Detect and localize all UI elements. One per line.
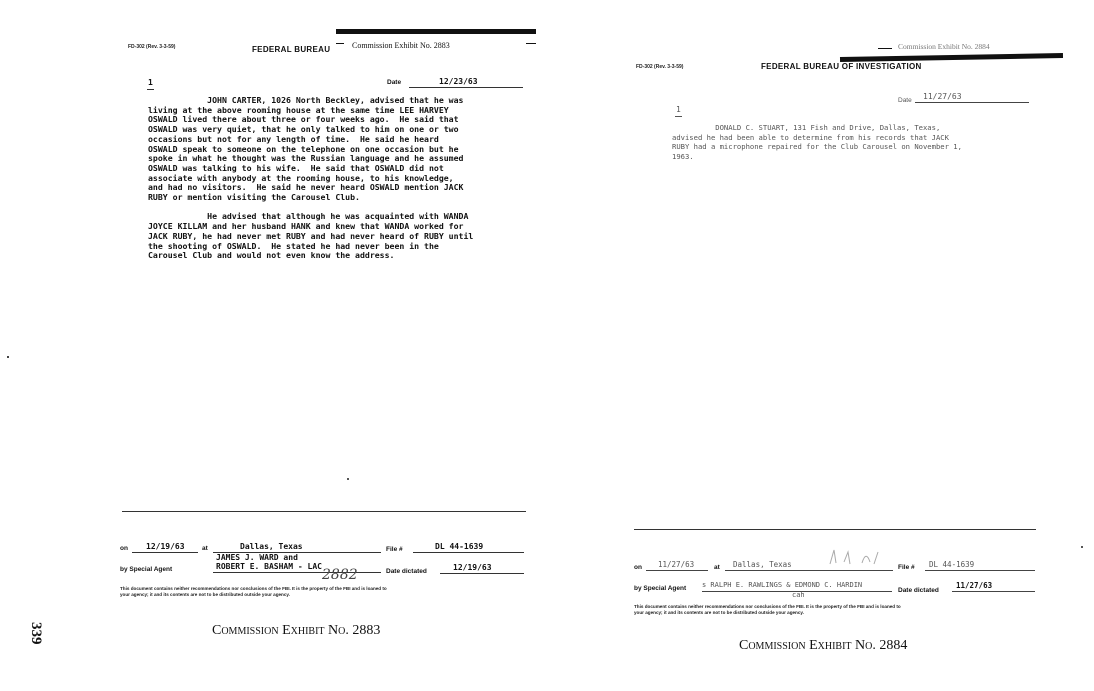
right-disclaimer-line2: your agency; it and its contents are not to be distributed outside your agency. bbox=[634, 610, 804, 615]
left-agents-line2: ROBERT E. BASHAM - LAC bbox=[216, 562, 322, 571]
left-disclaimer-line1: This document contains neither recommendations nor conclusions of the FBI. It is the property of the FBI and is loaned to bbox=[120, 586, 387, 591]
left-file-label: File # bbox=[386, 546, 403, 553]
right-body-line: 1963. bbox=[672, 151, 694, 161]
left-body-line: and had no visitors. He said he never heard OSWALD mention JACK bbox=[148, 182, 464, 193]
right-divider-line bbox=[634, 529, 1036, 530]
right-date-value: 11/27/63 bbox=[923, 92, 962, 101]
left-dictated-field bbox=[440, 563, 524, 574]
left-on-value: 12/19/63 bbox=[146, 542, 185, 551]
left-at-value: Dallas, Texas bbox=[240, 542, 303, 551]
left-form-number: FD-302 (Rev. 3-3-59) bbox=[128, 44, 176, 50]
left-agents-line1: JAMES J. WARD and bbox=[216, 553, 298, 562]
left-page-number: 1 bbox=[148, 78, 153, 87]
right-by-label: by Special Agent bbox=[634, 585, 687, 592]
left-page-underline bbox=[147, 89, 154, 90]
right-body-line: DONALD C. STUART, 131 Fish and Drive, Dallas, Texas, bbox=[672, 123, 941, 132]
right-file-label: File # bbox=[898, 564, 915, 571]
left-body-line: living at the above rooming house at the same time LEE HARVEY bbox=[148, 104, 449, 115]
left-body-line: JOYCE KILLAM and her husband HANK and knew that WANDA worked for bbox=[148, 221, 464, 232]
left-dictated-label: Date dictated bbox=[386, 568, 427, 575]
right-agents-line2: cah bbox=[792, 591, 805, 599]
left-body-line: RUBY or mention visiting the Carousel Club. bbox=[148, 192, 360, 203]
right-page-underline bbox=[675, 116, 682, 117]
right-disclaimer-line1: This document contains neither recommendations nor conclusions of the FBI. It is the property of the FBI and is loaned to bbox=[634, 604, 901, 609]
right-agency-header: FEDERAL BUREAU OF INVESTIGATION bbox=[761, 62, 922, 71]
right-dictated-field bbox=[952, 581, 1035, 592]
left-date-value: 12/23/63 bbox=[439, 77, 478, 86]
left-body-line: OSWALD was talking to his wife. He said that OSWALD did not bbox=[148, 162, 444, 173]
left-exhibit-dash-right bbox=[526, 43, 536, 44]
left-file-field bbox=[413, 542, 524, 553]
left-at-label: at bbox=[202, 545, 208, 552]
right-page-number: 1 bbox=[676, 105, 681, 114]
left-body-line: OSWALD was very quiet, that he only talked to him on one or two bbox=[148, 124, 459, 135]
right-body-line: RUBY had a microphone repaired for the Club Carousel on November 1, bbox=[672, 142, 962, 152]
right-at-label: at bbox=[714, 564, 720, 571]
left-agency-header: FEDERAL BUREAU bbox=[252, 45, 331, 54]
right-at-value: Dallas, Texas bbox=[733, 560, 792, 569]
margin-speck bbox=[7, 356, 9, 358]
left-date-label: Date bbox=[387, 79, 402, 86]
left-at-field bbox=[213, 542, 381, 553]
left-handwritten-mark: 2882 bbox=[322, 567, 358, 583]
right-date-field bbox=[915, 92, 1029, 103]
left-disclaimer-line2: your agency; it and its contents are not to be distributed outside your agency. bbox=[120, 592, 290, 597]
left-exhibit-dash bbox=[336, 43, 344, 44]
left-body-line: the shooting of OSWALD. He stated he had never been in the bbox=[148, 240, 439, 251]
left-dictated-value: 12/19/63 bbox=[453, 563, 492, 572]
right-form-number: FD-302 (Rev. 3-3-59) bbox=[636, 64, 684, 70]
left-speck bbox=[347, 478, 349, 480]
left-on-label: on bbox=[120, 545, 128, 552]
left-body-line: He advised that although he was acquainted with WANDA bbox=[148, 211, 469, 222]
right-file-field bbox=[925, 560, 1035, 571]
left-exhibit-label: Commission Exhibit No. 2883 bbox=[352, 41, 450, 50]
left-body-line: occasions but not for any length of time. He said he heard bbox=[148, 133, 439, 144]
right-body-line: advised he had been able to determine from his records that JACK bbox=[672, 132, 949, 142]
right-dictated-label: Date dictated bbox=[898, 587, 939, 594]
left-exhibit-caption: Commission Exhibit No. 2883 bbox=[212, 623, 381, 638]
right-file-value: DL 44-1639 bbox=[929, 560, 975, 569]
left-body-line: JOHN CARTER, 1026 North Beckley, advised that he was bbox=[148, 95, 464, 105]
left-body-line: Carousel Club and would not even know the address. bbox=[148, 250, 395, 261]
right-exhibit-label: Commission Exhibit No. 2884 bbox=[898, 42, 990, 51]
left-body-line: JACK RUBY, he had never met RUBY and had never heard of RUBY until bbox=[148, 230, 474, 241]
left-body-line: spoke in what he thought was the Russian language and he assumed bbox=[148, 153, 464, 164]
right-on-value: 11/27/63 bbox=[658, 560, 695, 569]
left-body bbox=[148, 96, 473, 261]
right-speck bbox=[1081, 546, 1083, 548]
right-handwritten-scribble bbox=[826, 546, 884, 568]
right-exhibit-caption: Commission Exhibit No. 2884 bbox=[739, 638, 908, 653]
left-on-field bbox=[132, 542, 198, 553]
left-body-line: OSWALD lived there about three or four weeks ago. He said that bbox=[148, 114, 459, 125]
right-on-label: on bbox=[634, 564, 642, 571]
right-exhibit-redaction-bar bbox=[840, 53, 1063, 62]
left-file-value: DL 44-1639 bbox=[435, 542, 484, 551]
left-divider-line bbox=[122, 511, 526, 512]
left-body-line: associate with anybody at the rooming house, to his knowledge, bbox=[148, 172, 454, 183]
right-exhibit-dash bbox=[878, 48, 892, 49]
left-date-field bbox=[409, 77, 523, 88]
right-body bbox=[672, 123, 962, 161]
left-exhibit-redaction-bar bbox=[336, 29, 536, 34]
left-body-line: OSWALD speak to someone on the telephone on one occasion but he bbox=[148, 143, 459, 154]
right-agents-line1: s RALPH E. RAWLINGS & EDMOND C. HARDIN bbox=[702, 581, 863, 589]
right-date-label: Date bbox=[898, 97, 912, 104]
right-dictated-value: 11/27/63 bbox=[956, 581, 993, 590]
left-by-label: by Special Agent bbox=[120, 566, 173, 573]
page-number: 339 bbox=[28, 622, 44, 645]
right-on-field bbox=[646, 560, 708, 571]
